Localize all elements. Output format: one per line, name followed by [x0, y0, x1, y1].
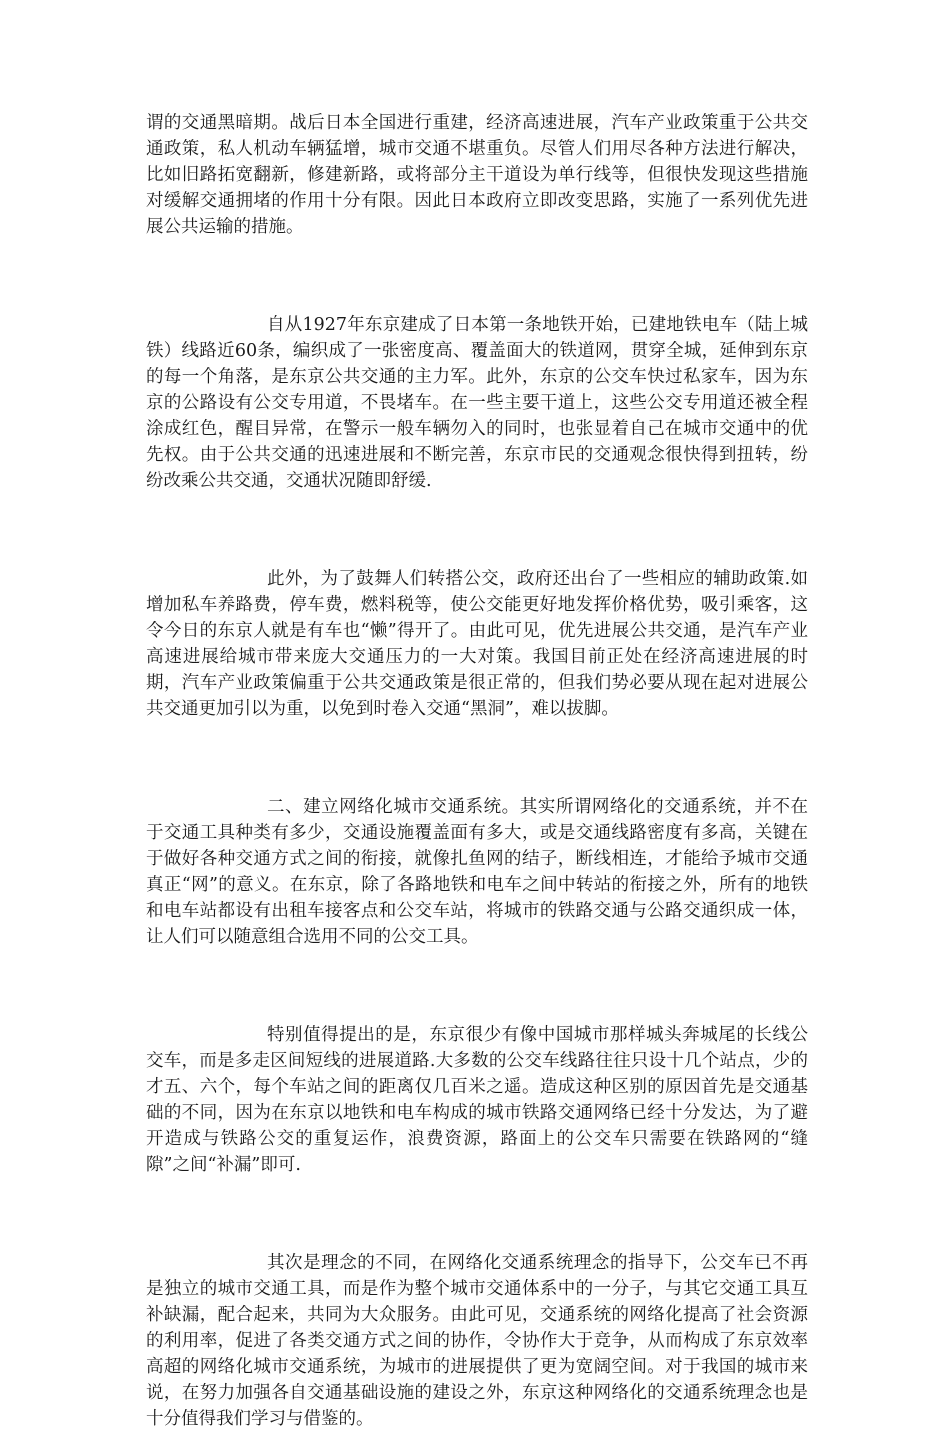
document-body [146, 110, 808, 1432]
paragraph-short-bus-lines: 特别值得提出的是，东京很少有像中国城市那样城头奔城尾的长线公交车，而是多走区间短线的进展道路.大多数的公交车线路往往只设十几个站点，少的才五、六个，每个车站之间的距离仅几百米之遥。造成这种区别的原因首先是交通基础的不同，因为在东京以地铁和电车构成的城市铁路交通网络已经十分发达，为了避开造成与铁路公交的重复运作，浪费资源，路面上的公交车只需要在铁路网的“缝隙”之间“补漏”即可. [146, 1025, 808, 1175]
paragraph-tokyo-subway: 自从1927年东京建成了日本第一条地铁开始，已建地铁电车（陆上城铁）线路近60条，编织成了一张密度高、覆盖面大的铁道网，贯穿全城，延伸到东京的每一个角落，是东京公共交通的主力军。此外，东京的公交车快过私家车，因为东京的公路设有公交专用道，不畏堵车。在一些主要干道上，这些公交专用道还被全程涂成红色，醒目异常，在警示一般车辆勿入的同时，也张显着自己在城市交通中的优先权。由于公共交通的迅速进展和不断完善，东京市民的交通观念很快得到扭转，纷纷改乘公共交通，交通状况随即舒缓. [146, 315, 808, 491]
paragraph-concept-difference: 其次是理念的不同，在网络化交通系统理念的指导下，公交车已不再是独立的城市交通工具，而是作为整个城市交通体系中的一分子，与其它交通工具互补缺漏，配合起来，共同为大众服务。由此可见，交通系统的网络化提高了社会资源的利用率，促进了各类交通方式之间的协作，令协作大于竞争，从而构成了东京效率高超的网络化城市交通系统，为城市的进展提供了更为宽阔空间。对于我国的城市来说，在努力加强各自交通基础设施的建设之外，东京这种网络化的交通系统理念也是十分值得我们学习与借鉴的。 [146, 1253, 808, 1429]
paragraph-network-system: 二、建立网络化城市交通系统。其实所谓网络化的交通系统，并不在于交通工具种类有多少，交通设施覆盖面有多大，或是交通线路密度有多高，关键在于做好各种交通方式之间的衔接，就像扎鱼网的结子，断线相连，才能给予城市交通真正“网”的意义。在东京，除了各路地铁和电车之间中转站的衔接之外，所有的地铁和电车站都设有出租车接客点和公交车站，将城市的铁路交通与公路交通织成一体，让人们可以随意组合选用不同的公交工具。 [146, 797, 808, 947]
paragraph-continued: 谓的交通黑暗期。战后日本全国进行重建，经济高速进展，汽车产业政策重于公共交通政策，私人机动车辆猛增，城市交通不堪重负。尽管人们用尽各种方法进行解决，比如旧路拓宽翻新，修建新路，或将部分主干道设为单行线等，但很快发现这些措施对缓解交通拥堵的作用十分有限。因此日本政府立即改变思路，实施了一系列优先进展公共运输的措施。 [146, 113, 808, 237]
paragraph-policy-measures: 此外，为了鼓舞人们转搭公交，政府还出台了一些相应的辅助政策.如增加私车养路费，停车费，燃料税等，使公交能更好地发挥价格优势，吸引乘客，这令今日的东京人就是有车也“懒”得开了。由此可见，优先进展公共交通，是汽车产业高速进展给城市带来庞大交通压力的一大对策。我国目前正处在经济高速进展的时期，汽车产业政策偏重于公共交通政策是很正常的，但我们势必要从现在起对进展公共交通更加引以为重，以免到时卷入交通“黑洞”，难以拔脚。 [146, 569, 808, 719]
